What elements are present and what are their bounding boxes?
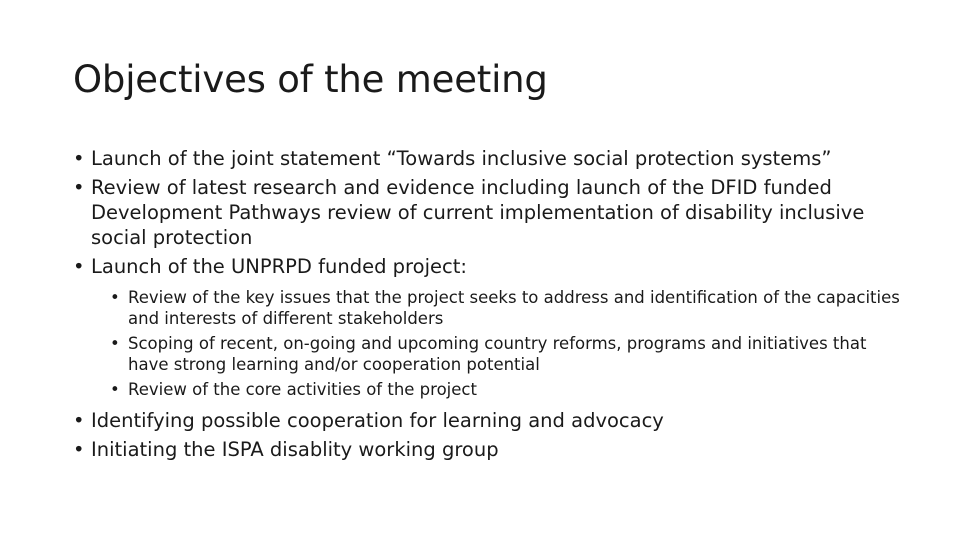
bullet-item: • Launch of the UNPRPD funded project: [73, 254, 903, 279]
sub-bullet-item: • Review of the key issues that the project seeks to address and identification of the capacities and interests of different stakeholders [110, 287, 910, 329]
bullet-list-continued [73, 408, 903, 462]
bullet-item: • Initiating the ISPA disablity working group [73, 437, 903, 462]
sub-bullet-item: • Review of the core activities of the project [110, 379, 910, 400]
slide-body [73, 146, 903, 462]
bullet-item: • Review of latest research and evidence including launch of the DFID funded Development Pathways review of current implementation of disability inclusive social protection [73, 175, 903, 250]
bullet-item: • Launch of the joint statement “Towards inclusive social protection systems” [73, 146, 903, 171]
sub-bullet-list [73, 287, 910, 400]
bullet-item: • Identifying possible cooperation for learning and advocacy [73, 408, 903, 433]
slide-title: Objectives of the meeting [73, 58, 548, 101]
sub-bullet-item: • Scoping of recent, on-going and upcoming country reforms, programs and initiatives that have strong learning and/or cooperation potential [110, 333, 910, 375]
bullet-list [73, 146, 903, 279]
